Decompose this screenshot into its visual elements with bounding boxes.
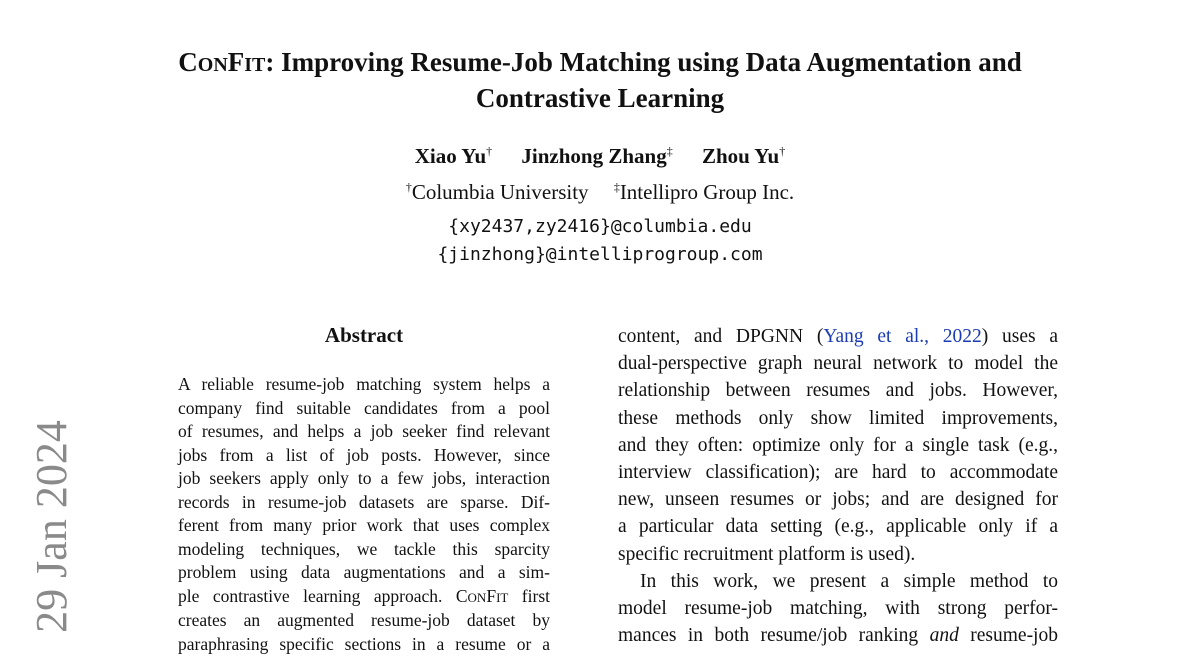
abstract-line: modeling techniques, we tackle this sparcity [178,538,550,562]
body-line: new, unseen resumes or jobs; and are designed for [618,486,1058,513]
body-line: specific recruitment platform is used). [618,541,1058,568]
author: Zhou Yu† [702,144,785,168]
affiliation: †Columbia University [406,180,589,204]
body-line: a particular data setting (e.g., applicable only if a [618,513,1058,540]
email-columbia: {xy2437,zy2416}@columbia.edu [0,216,1200,237]
abstract-line: records in resume-job datasets are sparse. Dif- [178,491,550,515]
abstract-heading: Abstract [178,323,550,348]
affiliation-list [0,180,1200,205]
body-line: dual-perspective graph neural network to model the [618,350,1058,377]
arxiv-date-text: 29 Jan 2024 [26,420,77,633]
abstract-line: A reliable resume-job matching system helps a [178,373,550,397]
abstract-line: company find suitable candidates from a pool [178,397,550,421]
body-line: interview classification); are hard to accommodate [618,459,1058,486]
author-list [0,144,1200,169]
abstract-line: ferent from many prior work that uses complex [178,514,550,538]
body-line: relationship between resumes and jobs. However, [618,377,1058,404]
abstract-line: ple contrastive learning approach. CONFIT first [178,585,550,610]
body-line: content, and DPGNN (Yang et al., 2022) uses a [618,323,1058,350]
abstract-body [178,373,550,656]
title-line-1: CONFIT: Improving Resume-Job Matching using Data Augmentation and [130,46,1070,82]
abstract-line: of resumes, and helps a job seeker find relevant [178,420,550,444]
author: Xiao Yu† [415,144,492,168]
arxiv-date-stamp [28,430,74,622]
body-line: these methods only show limited improvements, [618,405,1058,432]
email-intellipro: {jinzhong}@intelliprogroup.com [0,244,1200,265]
abstract-line: problem using data augmentations and a sim- [178,561,550,585]
body-line: model resume-job matching, with strong perfor- [618,595,1058,622]
right-column-text [618,323,1058,649]
body-line: mances in both resume/job ranking and resume-job [618,622,1058,649]
paper-title [130,46,1070,115]
citation-link[interactable]: Yang et al., 2022 [823,326,981,347]
affiliation: ‡Intellipro Group Inc. [614,180,794,204]
body-line: and they often: optimize only for a single task (e.g., [618,432,1058,459]
author: Jinzhong Zhang‡ [521,144,672,168]
body-line: In this work, we present a simple method to [618,568,1058,595]
title-line-2: Contrastive Learning [130,82,1070,115]
abstract-line: creates an augmented resume-job dataset by [178,609,550,633]
abstract-line: paraphrasing specific sections in a resume or a [178,633,550,656]
abstract-line: job seekers apply only to a few jobs, interaction [178,467,550,491]
abstract-line: jobs from a list of job posts. However, since [178,444,550,468]
